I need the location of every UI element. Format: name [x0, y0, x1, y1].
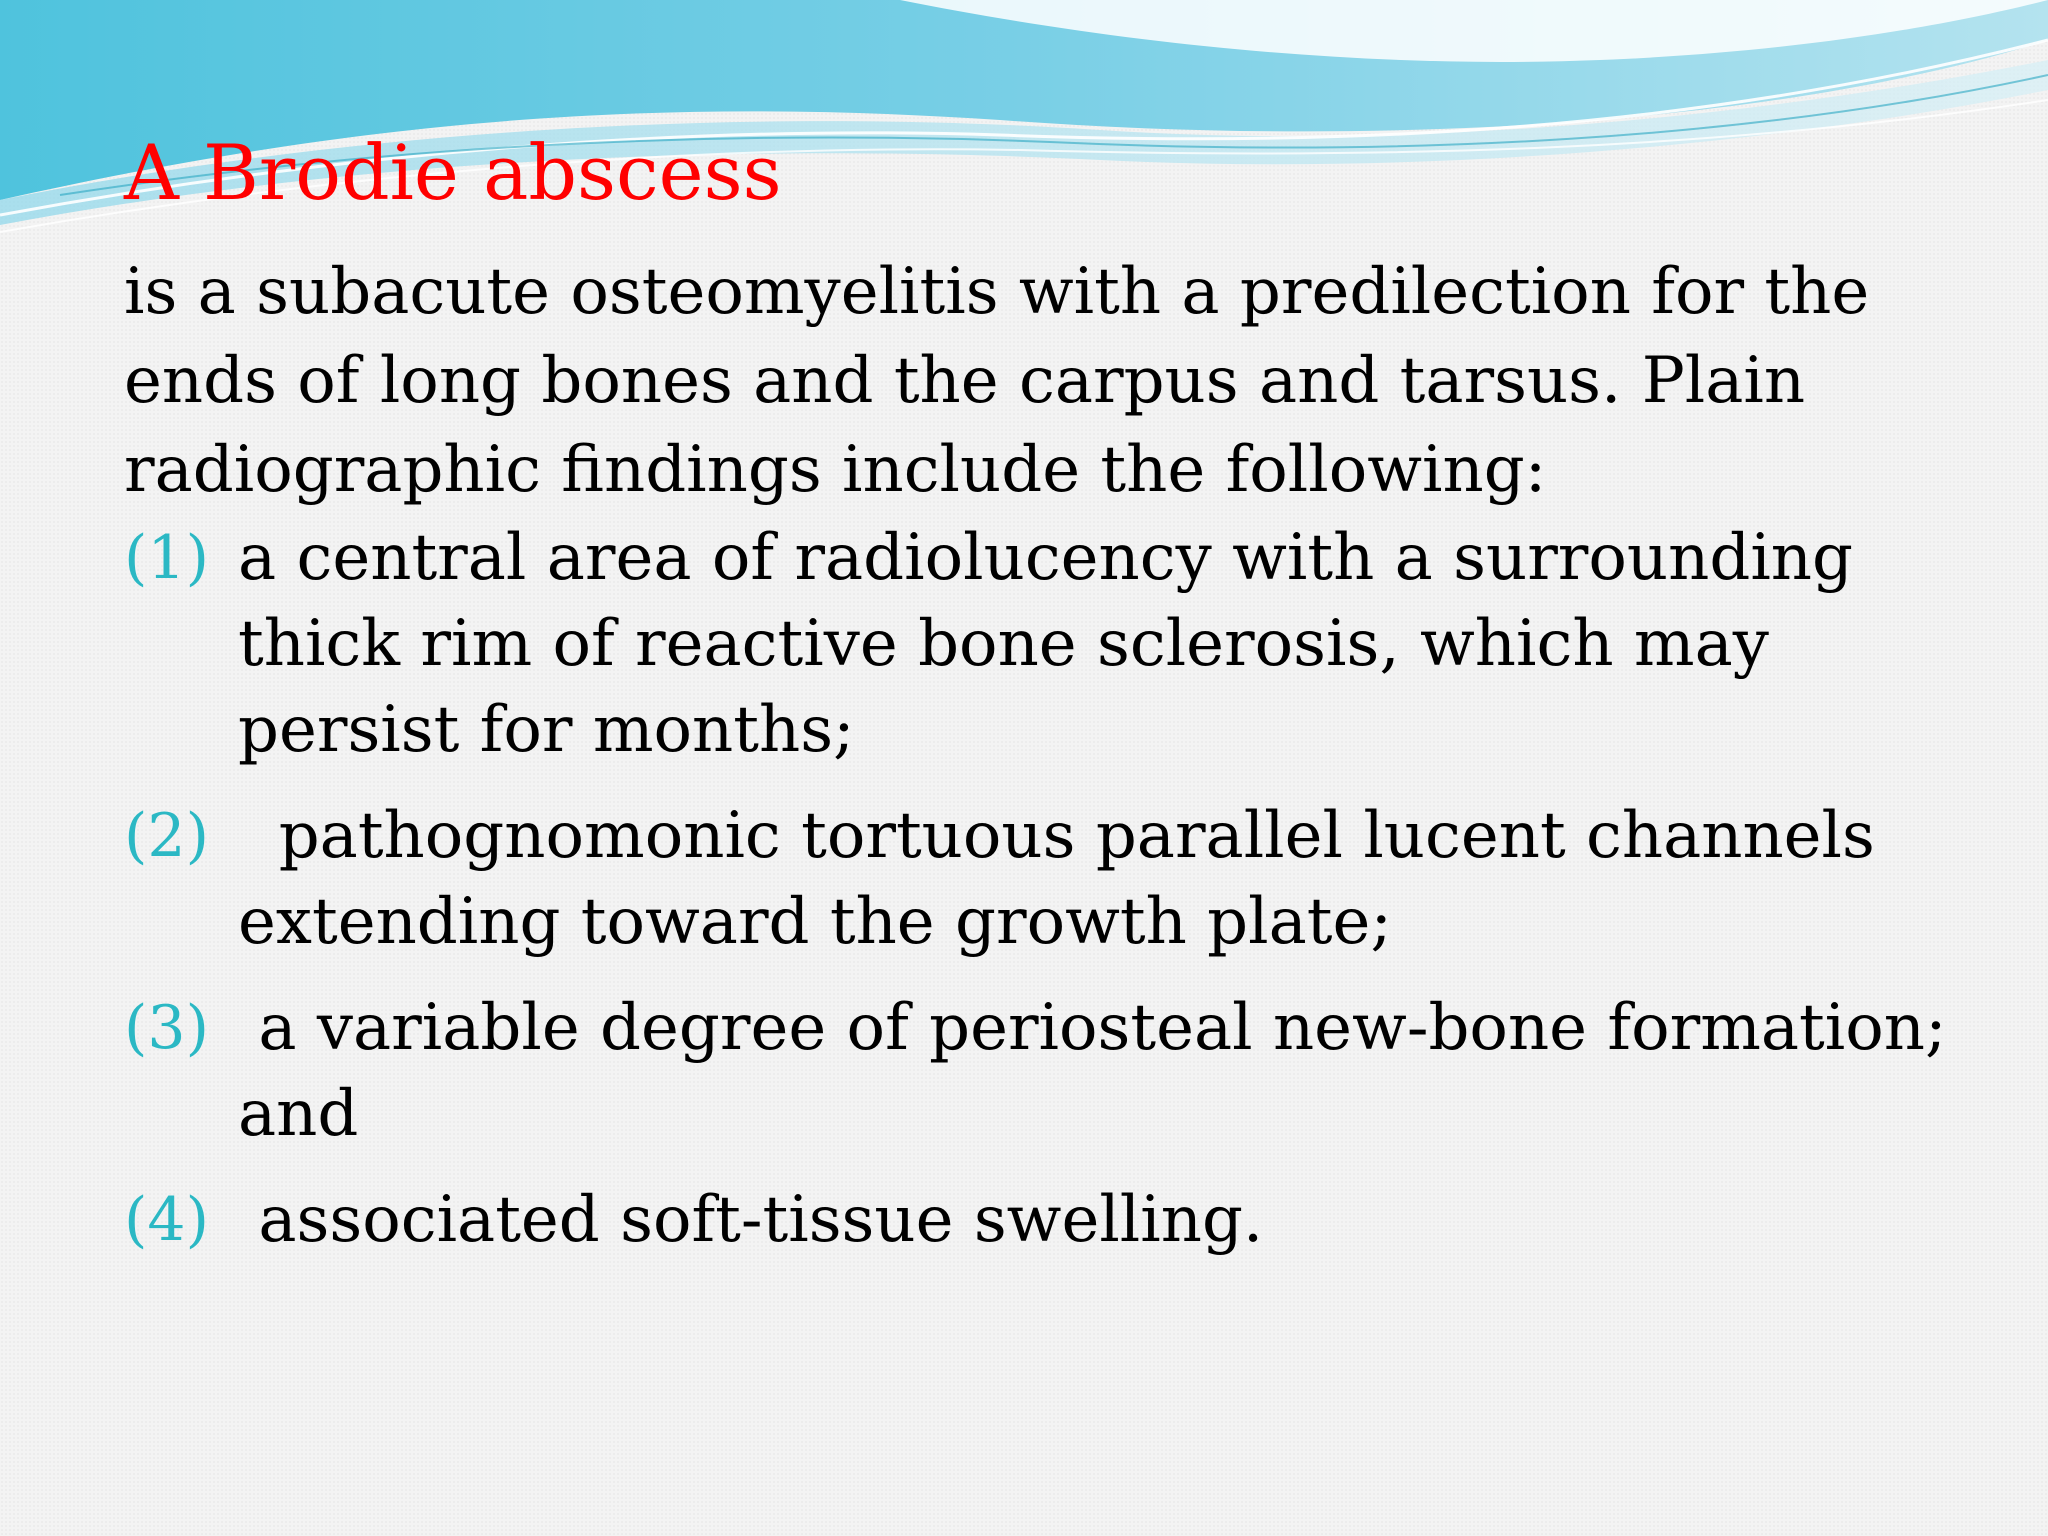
finding-text-line: extending toward the growth plate;: [238, 885, 1392, 959]
intro-line: ends of long bones and the carpus and tarsus. Plain: [124, 344, 1806, 418]
finding-number: (3): [124, 993, 209, 1063]
finding-item: [124, 515, 1984, 773]
intro-paragraph: [124, 248, 1984, 515]
slide-body: [124, 248, 1984, 1263]
finding-item: [124, 793, 1984, 965]
finding-text-line: a central area of radiolucency with a surrounding: [238, 521, 1853, 595]
finding-text-line: pathognomonic tortuous parallel lucent channels: [238, 799, 1875, 873]
findings-list: [124, 515, 1984, 1263]
finding-number: (4): [124, 1185, 209, 1255]
finding-text-line: thick rim of reactive bone sclerosis, which may: [238, 607, 1769, 681]
finding-text-line: and: [238, 1077, 359, 1151]
finding-number: (1): [124, 523, 209, 593]
finding-item: [124, 1177, 1984, 1263]
finding-text-line: associated soft-tissue swelling.: [238, 1183, 1264, 1257]
finding-text-line: a variable degree of periosteal new-bone formation;: [238, 991, 1947, 1065]
intro-line: is a subacute osteomyelitis with a predilection for the: [124, 255, 1870, 329]
finding-number: (2): [124, 801, 209, 871]
finding-text-line: persist for months;: [238, 693, 855, 767]
finding-item: [124, 985, 1984, 1157]
slide-title: A Brodie abscess: [124, 128, 782, 217]
intro-line: radiographic findings include the following:: [124, 433, 1547, 507]
